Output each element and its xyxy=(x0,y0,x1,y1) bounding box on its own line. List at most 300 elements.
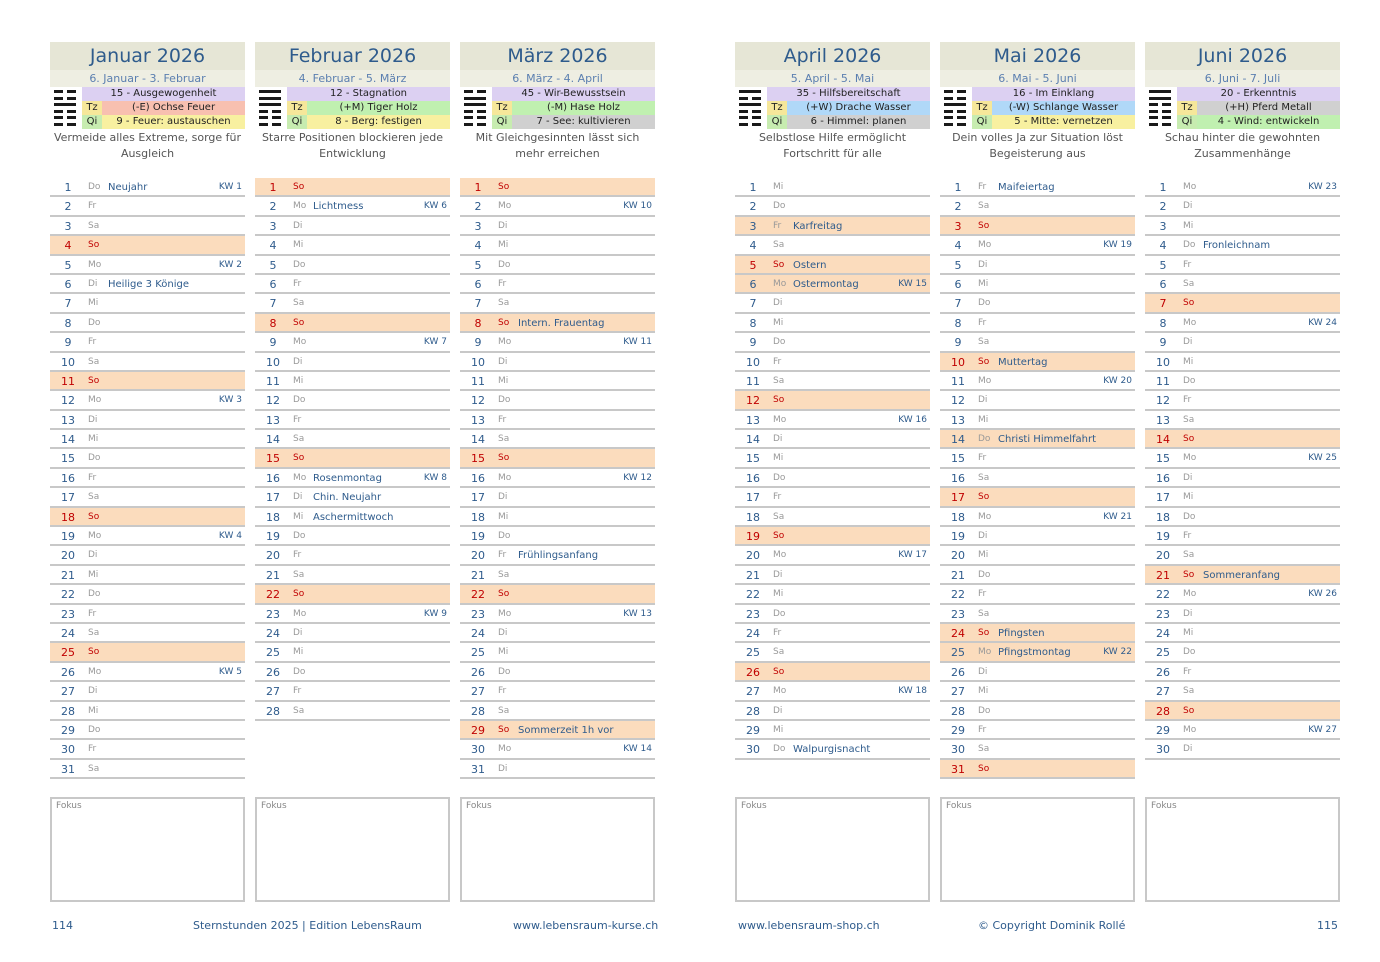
day-row[interactable] xyxy=(255,605,450,624)
month-date-range: 6. Juni - 7. Juli xyxy=(1145,70,1340,87)
day-row[interactable] xyxy=(255,527,450,546)
day-row[interactable] xyxy=(1145,314,1340,333)
weekday: Do xyxy=(1183,375,1196,386)
day-row[interactable] xyxy=(735,605,930,624)
day-row[interactable] xyxy=(460,721,655,740)
left-footer-url[interactable]: www.lebensraum-kurse.ch xyxy=(513,919,659,932)
weekday: Di xyxy=(773,569,783,580)
month-march xyxy=(460,42,655,811)
day-row[interactable] xyxy=(940,566,1135,585)
day-row[interactable] xyxy=(255,275,450,294)
day-row[interactable] xyxy=(460,275,655,294)
day-row[interactable] xyxy=(940,702,1135,721)
day-row[interactable] xyxy=(735,217,930,236)
day-row[interactable] xyxy=(735,411,930,430)
day-row[interactable] xyxy=(460,760,655,779)
day-row[interactable] xyxy=(460,256,655,275)
day-list xyxy=(940,178,1135,779)
day-number: 14 xyxy=(1156,433,1170,447)
day-row[interactable] xyxy=(940,643,1135,662)
day-row[interactable] xyxy=(50,721,245,740)
weekday: Di xyxy=(1183,472,1193,483)
qi-value: 8 - Berg: festigen xyxy=(335,116,422,127)
day-row[interactable] xyxy=(460,702,655,721)
day-row[interactable] xyxy=(255,256,450,275)
day-row[interactable] xyxy=(255,217,450,236)
day-row[interactable] xyxy=(50,178,245,197)
holiday-name: Chin. Neujahr xyxy=(313,492,382,504)
fokus-box[interactable]: Fokus xyxy=(50,797,245,902)
day-row[interactable] xyxy=(735,449,930,468)
weekday: So xyxy=(978,763,990,774)
tz-label: Tz xyxy=(972,101,992,115)
day-row[interactable] xyxy=(50,605,245,624)
day-row[interactable] xyxy=(1145,391,1340,410)
month-may xyxy=(940,42,1135,811)
day-number: 28 xyxy=(471,704,485,718)
day-row[interactable] xyxy=(940,178,1135,197)
day-row[interactable] xyxy=(255,469,450,488)
fokus-box[interactable]: Fokus xyxy=(940,797,1135,902)
day-row[interactable] xyxy=(460,546,655,565)
day-row[interactable] xyxy=(460,643,655,662)
day-row[interactable] xyxy=(460,236,655,255)
hexagram-line-part xyxy=(944,116,953,119)
day-row[interactable] xyxy=(255,430,450,449)
weekday: Fr xyxy=(978,182,987,192)
week-number: KW 13 xyxy=(623,608,652,619)
day-row[interactable] xyxy=(940,740,1135,759)
hexagram-line-part xyxy=(67,110,76,113)
weekday: Mo xyxy=(498,744,512,755)
weekday: Mi xyxy=(88,705,99,716)
day-row[interactable] xyxy=(50,333,245,352)
day-row[interactable] xyxy=(460,469,655,488)
day-row[interactable] xyxy=(735,333,930,352)
day-row[interactable] xyxy=(940,682,1135,701)
day-row[interactable] xyxy=(255,508,450,527)
hexagram-line-part xyxy=(1149,110,1158,113)
day-number: 16 xyxy=(746,471,760,485)
day-number: 12 xyxy=(471,394,485,408)
day-row[interactable] xyxy=(255,372,450,391)
day-row[interactable] xyxy=(50,566,245,585)
holiday-name: Lichtmess xyxy=(313,201,364,213)
day-row[interactable] xyxy=(255,682,450,701)
day-number: 25 xyxy=(746,646,760,660)
day-row[interactable] xyxy=(735,740,930,759)
day-row[interactable] xyxy=(940,275,1135,294)
day-number: 7 xyxy=(474,297,482,311)
day-number: 6 xyxy=(1159,277,1167,291)
weekday: Sa xyxy=(1183,414,1195,425)
day-row[interactable] xyxy=(1145,721,1340,740)
day-row[interactable] xyxy=(1145,294,1340,313)
day-row[interactable] xyxy=(1145,682,1340,701)
day-row[interactable] xyxy=(255,449,450,468)
hexagram-name: 15 - Ausgewogenheit xyxy=(82,87,245,101)
day-row[interactable] xyxy=(735,508,930,527)
day-row[interactable] xyxy=(1145,430,1340,449)
hexagram-line-part xyxy=(1162,116,1171,119)
day-row[interactable] xyxy=(940,449,1135,468)
day-row[interactable] xyxy=(460,740,655,759)
day-row[interactable] xyxy=(50,430,245,449)
day-row[interactable] xyxy=(1145,236,1340,255)
day-row[interactable] xyxy=(1145,333,1340,352)
day-row[interactable] xyxy=(735,353,930,372)
day-row[interactable] xyxy=(1145,256,1340,275)
day-row[interactable] xyxy=(50,702,245,721)
weekday: Fr xyxy=(773,356,782,367)
fokus-box[interactable]: Fokus xyxy=(255,797,450,902)
day-row[interactable] xyxy=(940,527,1135,546)
fokus-box[interactable]: Fokus xyxy=(735,797,930,902)
hexagram-line-part xyxy=(67,123,76,126)
day-row[interactable] xyxy=(50,449,245,468)
day-row[interactable] xyxy=(940,197,1135,216)
week-number: KW 20 xyxy=(1103,375,1132,386)
day-row[interactable] xyxy=(50,411,245,430)
day-number: 11 xyxy=(61,374,75,388)
day-row[interactable] xyxy=(940,294,1135,313)
day-row[interactable] xyxy=(460,353,655,372)
day-number: 21 xyxy=(61,568,75,582)
hexagram-line xyxy=(464,103,486,106)
day-row[interactable] xyxy=(255,294,450,313)
day-row[interactable] xyxy=(50,585,245,604)
day-number: 14 xyxy=(61,433,75,447)
day-row[interactable] xyxy=(735,546,930,565)
day-row[interactable] xyxy=(50,294,245,313)
hexagram-line-part xyxy=(944,90,953,93)
day-row[interactable] xyxy=(50,391,245,410)
day-row[interactable] xyxy=(255,702,450,721)
day-row[interactable] xyxy=(735,256,930,275)
day-row[interactable] xyxy=(1145,469,1340,488)
right-footer-url[interactable]: www.lebensraum-shop.ch xyxy=(738,919,880,932)
day-row[interactable] xyxy=(460,294,655,313)
hexagram-line-solid xyxy=(1149,97,1171,100)
day-row[interactable] xyxy=(50,740,245,759)
weekday: Di xyxy=(773,298,783,309)
day-number: 10 xyxy=(61,355,75,369)
day-number: 24 xyxy=(746,626,760,640)
day-number: 30 xyxy=(746,743,760,757)
day-row[interactable] xyxy=(460,527,655,546)
week-number: KW 12 xyxy=(623,472,652,483)
day-row[interactable] xyxy=(735,372,930,391)
day-number: 8 xyxy=(749,316,757,330)
day-row[interactable] xyxy=(255,624,450,643)
day-number: 24 xyxy=(1156,626,1170,640)
day-row[interactable] xyxy=(735,702,930,721)
day-row[interactable] xyxy=(460,430,655,449)
hexagram-line xyxy=(944,97,966,100)
day-number: 8 xyxy=(954,316,962,330)
day-row[interactable] xyxy=(255,178,450,197)
weekday: Fr xyxy=(88,608,97,619)
day-row[interactable] xyxy=(940,624,1135,643)
day-number: 26 xyxy=(266,665,280,679)
hexagram-line xyxy=(464,116,486,119)
hexagram-line xyxy=(259,116,281,119)
day-row[interactable] xyxy=(50,314,245,333)
day-row[interactable] xyxy=(1145,217,1340,236)
day-row[interactable] xyxy=(940,605,1135,624)
day-row[interactable] xyxy=(735,236,930,255)
day-row[interactable] xyxy=(1145,605,1340,624)
day-row[interactable] xyxy=(255,585,450,604)
day-row[interactable] xyxy=(50,682,245,701)
weekday: Fr xyxy=(498,550,507,561)
day-row[interactable] xyxy=(940,333,1135,352)
day-row[interactable] xyxy=(255,546,450,565)
day-row[interactable] xyxy=(460,566,655,585)
day-row[interactable] xyxy=(460,411,655,430)
day-row[interactable] xyxy=(460,217,655,236)
day-row[interactable] xyxy=(460,314,655,333)
day-row[interactable] xyxy=(940,411,1135,430)
day-number: 8 xyxy=(269,316,277,330)
day-row[interactable] xyxy=(940,430,1135,449)
weekday: Sa xyxy=(1183,278,1195,289)
day-number: 25 xyxy=(951,646,965,660)
qi-label: Qi xyxy=(972,115,992,129)
day-row[interactable] xyxy=(735,430,930,449)
tz-row xyxy=(1177,101,1340,115)
day-row[interactable] xyxy=(50,663,245,682)
day-row[interactable] xyxy=(1145,488,1340,507)
day-row[interactable] xyxy=(735,527,930,546)
day-row[interactable] xyxy=(735,682,930,701)
day-row[interactable] xyxy=(50,760,245,779)
day-row[interactable] xyxy=(940,391,1135,410)
weekday: Di xyxy=(978,395,988,406)
day-row[interactable] xyxy=(940,663,1135,682)
day-number: 22 xyxy=(61,588,75,602)
day-row[interactable] xyxy=(735,314,930,333)
hexagram-line-part xyxy=(54,110,63,113)
weekday: Fr xyxy=(293,550,302,561)
hexagram-icon xyxy=(1145,87,1177,129)
day-row[interactable] xyxy=(1145,508,1340,527)
day-row[interactable] xyxy=(940,236,1135,255)
day-number: 24 xyxy=(471,626,485,640)
day-row[interactable] xyxy=(940,314,1135,333)
day-row[interactable] xyxy=(940,256,1135,275)
day-row[interactable] xyxy=(50,256,245,275)
day-row[interactable] xyxy=(940,721,1135,740)
day-row[interactable] xyxy=(460,449,655,468)
day-number: 13 xyxy=(471,413,485,427)
day-row[interactable] xyxy=(735,643,930,662)
hexagram-line-part xyxy=(752,97,761,100)
day-row[interactable] xyxy=(940,372,1135,391)
week-number: KW 11 xyxy=(623,337,652,348)
day-row[interactable] xyxy=(460,197,655,216)
day-row[interactable] xyxy=(940,488,1135,507)
weekday: Sa xyxy=(978,744,990,755)
day-row[interactable] xyxy=(255,391,450,410)
day-row[interactable] xyxy=(255,236,450,255)
day-row[interactable] xyxy=(50,217,245,236)
day-row[interactable] xyxy=(50,372,245,391)
day-row[interactable] xyxy=(735,391,930,410)
day-number: 1 xyxy=(269,181,277,194)
day-row[interactable] xyxy=(460,372,655,391)
day-row[interactable] xyxy=(1145,275,1340,294)
holiday-name: Pfingsten xyxy=(998,627,1045,639)
weekday: Mo xyxy=(88,666,102,677)
hexagram-line-solid xyxy=(464,103,486,106)
day-row[interactable] xyxy=(735,721,930,740)
day-row[interactable] xyxy=(940,469,1135,488)
day-number: 13 xyxy=(1156,413,1170,427)
holiday-name: Sommeranfang xyxy=(1203,569,1281,581)
day-row[interactable] xyxy=(460,624,655,643)
day-row[interactable] xyxy=(1145,585,1340,604)
day-row[interactable] xyxy=(1145,527,1340,546)
hexagram-line-part xyxy=(272,116,281,119)
day-row[interactable] xyxy=(1145,566,1340,585)
day-row[interactable] xyxy=(1145,411,1340,430)
day-row[interactable] xyxy=(255,333,450,352)
day-row[interactable] xyxy=(50,197,245,216)
day-row[interactable] xyxy=(1145,449,1340,468)
day-row[interactable] xyxy=(460,585,655,604)
hexagram-line-part xyxy=(739,110,748,113)
day-row[interactable] xyxy=(1145,663,1340,682)
day-row[interactable] xyxy=(940,546,1135,565)
day-row[interactable] xyxy=(460,605,655,624)
day-row[interactable] xyxy=(460,508,655,527)
month-motto: Vermeide alles Extreme, sorge für Ausgleich xyxy=(53,131,242,160)
weekday: Mi xyxy=(88,298,99,309)
day-row[interactable] xyxy=(1145,643,1340,662)
weekday: Mi xyxy=(88,569,99,580)
day-row[interactable] xyxy=(1145,353,1340,372)
day-row[interactable] xyxy=(460,682,655,701)
hexagram-line-part xyxy=(464,90,473,93)
day-row[interactable] xyxy=(460,488,655,507)
hexagram-line-part xyxy=(752,116,761,119)
weekday: Mi xyxy=(773,724,784,735)
day-row[interactable] xyxy=(1145,546,1340,565)
day-row[interactable] xyxy=(255,411,450,430)
day-row[interactable] xyxy=(255,197,450,216)
month-date-range: 4. Februar - 5. März xyxy=(255,70,450,87)
hexagram-line-part xyxy=(67,116,76,119)
day-row[interactable] xyxy=(735,488,930,507)
day-row[interactable] xyxy=(460,178,655,197)
day-row[interactable] xyxy=(50,236,245,255)
day-row[interactable] xyxy=(50,624,245,643)
day-row[interactable] xyxy=(50,275,245,294)
day-row[interactable] xyxy=(1145,197,1340,216)
day-row[interactable] xyxy=(50,488,245,507)
day-row[interactable] xyxy=(735,624,930,643)
holiday-name: Neujahr xyxy=(108,182,148,193)
day-row[interactable] xyxy=(940,760,1135,779)
day-row[interactable] xyxy=(460,333,655,352)
weekday: So xyxy=(773,666,785,677)
day-row[interactable] xyxy=(1145,624,1340,643)
weekday: Mi xyxy=(773,182,784,192)
day-row[interactable] xyxy=(1145,740,1340,759)
day-row[interactable] xyxy=(255,566,450,585)
fokus-box[interactable]: Fokus xyxy=(460,797,655,902)
day-row[interactable] xyxy=(1145,372,1340,391)
day-row[interactable] xyxy=(50,643,245,662)
weekday: Di xyxy=(978,666,988,677)
day-row[interactable] xyxy=(735,469,930,488)
day-row[interactable] xyxy=(50,469,245,488)
day-number: 5 xyxy=(749,258,757,272)
week-number: KW 23 xyxy=(1308,182,1337,192)
day-number: 17 xyxy=(746,491,760,505)
day-row[interactable] xyxy=(255,353,450,372)
day-row[interactable] xyxy=(735,275,930,294)
weekday: So xyxy=(293,589,305,600)
day-row[interactable] xyxy=(940,585,1135,604)
day-number: 10 xyxy=(1156,355,1170,369)
week-number: KW 8 xyxy=(423,472,447,483)
week-number: KW 6 xyxy=(423,201,447,212)
weekday: Do xyxy=(773,472,786,483)
day-number: 13 xyxy=(266,413,280,427)
day-row[interactable] xyxy=(735,566,930,585)
day-row[interactable] xyxy=(940,508,1135,527)
day-row[interactable] xyxy=(50,546,245,565)
day-row[interactable] xyxy=(1145,178,1340,197)
day-row[interactable] xyxy=(50,353,245,372)
day-number: 27 xyxy=(266,685,280,699)
day-row[interactable] xyxy=(735,663,930,682)
day-row[interactable] xyxy=(460,663,655,682)
hexagram-line-part xyxy=(259,123,268,126)
day-number: 27 xyxy=(746,685,760,699)
month-title: Juni 2026 xyxy=(1145,42,1340,70)
day-row[interactable] xyxy=(735,294,930,313)
day-row[interactable] xyxy=(255,314,450,333)
weekday: Do xyxy=(773,201,786,212)
day-row[interactable] xyxy=(940,353,1135,372)
weekday: Mi xyxy=(293,375,304,386)
day-row[interactable] xyxy=(1145,702,1340,721)
weekday: Fr xyxy=(1183,666,1192,677)
day-number: 13 xyxy=(951,413,965,427)
tz-row xyxy=(492,101,655,115)
fokus-box[interactable]: Fokus xyxy=(1145,797,1340,902)
hexagram-info xyxy=(767,87,930,129)
day-row[interactable] xyxy=(735,585,930,604)
day-list xyxy=(1145,178,1340,760)
day-number: 5 xyxy=(474,258,482,272)
day-row[interactable] xyxy=(735,197,930,216)
day-row[interactable] xyxy=(460,391,655,410)
day-row[interactable] xyxy=(255,643,450,662)
day-row[interactable] xyxy=(255,488,450,507)
day-row[interactable] xyxy=(255,663,450,682)
day-row[interactable] xyxy=(735,178,930,197)
weekday: So xyxy=(773,395,785,406)
day-row[interactable] xyxy=(50,508,245,527)
day-row[interactable] xyxy=(50,527,245,546)
day-row[interactable] xyxy=(940,217,1135,236)
holiday-name: Sommerzeit 1h vor xyxy=(518,724,614,736)
weekday: Fr xyxy=(978,317,987,328)
